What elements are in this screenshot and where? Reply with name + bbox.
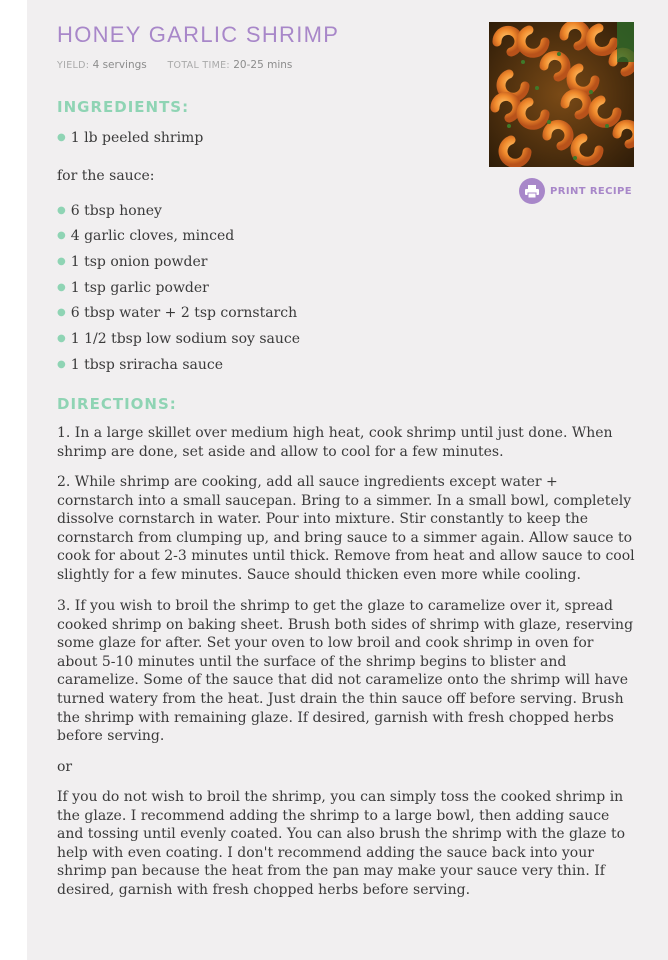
recipe-title: HONEY GARLIC SHRIMP [57,22,340,47]
recipe-card [27,0,668,960]
direction-or: or [57,759,73,775]
ingredient-item: ● 6 tbsp water + 2 tsp cornstarch [57,305,298,321]
ingredient-item: ● 4 garlic cloves, minced [57,228,235,244]
recipe-photo [489,22,634,167]
total-time-label: TOTAL TIME: [167,60,230,71]
print-recipe-label: PRINT RECIPE [550,185,632,197]
print-recipe-button[interactable] [519,178,632,204]
total-time-value: 20-25 mins [233,59,293,71]
shrimp-photo-illustration [489,22,634,167]
recipe-meta [57,59,292,71]
ingredient-item: ● 1 tsp onion powder [57,254,208,270]
ingredient-item: ● 1 lb peeled shrimp [57,130,204,146]
directions-heading: DIRECTIONS: [57,395,177,413]
sauce-subheading: for the sauce: [57,168,155,184]
direction-step-2: 2. While shrimp are cooking, add all sauce ingredients except water + cornstarch into a small saucepan. Bring to a simmer. In a small bowl, completely dissolve cornstarch in water. Pour into mixture. Stir constantly to keep the cornstarch from clumping up, and bring sauce to a simmer again. Allow sauce to cook for about 2-3 minutes until thick. Remove from heat and allow sauce to cool slightly for a few minutes. Sauce should thicken even more while cooling. [57,474,635,583]
bullet-dot-icon: ● [57,282,66,293]
ingredients-heading: INGREDIENTS: [57,98,190,116]
bullet-dot-icon: ● [57,333,66,344]
direction-step-3: 3. If you wish to broil the shrimp to get the glaze to caramelize over it, spread cooked shrimp on baking sheet. Brush both sides of shrimp with glaze, reserving some glaze for after. Set your oven to low broil and cook shrimp in oven for about 5-10 minutes until the surface of the shrimp begins to blister and caramelize. Some of the sauce that did not caramelize onto the shrimp will have turned watery from the heat. Just drain the thin sauce off before serving. Brush the shrimp with remaining glaze. If desired, garnish with fresh chopped herbs before serving. [57,598,634,745]
bullet-dot-icon: ● [57,359,66,370]
bullet-dot-icon: ● [57,230,66,241]
ingredient-item: ● 6 tbsp honey [57,203,162,219]
ingredient-item: ● 1 1/2 tbsp low sodium soy sauce [57,331,301,347]
ingredient-item: ● 1 tsp garlic powder [57,280,209,296]
printer-icon [519,178,545,204]
bullet-dot-icon: ● [57,256,66,267]
ingredient-item: ● 1 tbsp sriracha sauce [57,357,223,373]
bullet-dot-icon: ● [57,132,66,143]
yield-label: YIELD: [57,60,90,71]
direction-alternative: If you do not wish to broil the shrimp, you can simply toss the cooked shrimp in the glaze. I recommend adding the shrimp to a large bowl, then adding sauce and tossing until evenly coated. You can also brush the shrimp with the glaze to help with even coating. I don't recommend adding the sauce back into your shrimp pan because the heat from the pan may make your sauce very thin. If desired, garnish with fresh chopped herbs before serving. [57,789,625,898]
bullet-dot-icon: ● [57,307,66,318]
direction-step-1: 1. In a large skillet over medium high heat, cook shrimp until just done. When shrimp are done, set aside and allow to cool for a few minutes. [57,425,613,460]
bullet-dot-icon: ● [57,205,66,216]
yield-value: 4 servings [92,59,147,71]
